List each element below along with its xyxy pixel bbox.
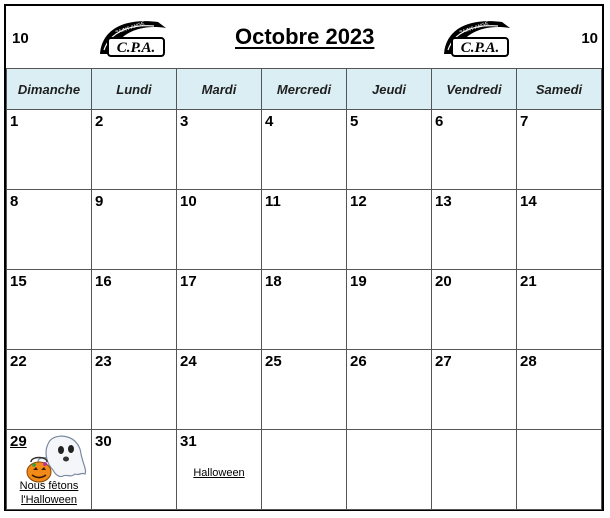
day-number: 23 bbox=[95, 353, 112, 370]
day-cell[interactable] bbox=[517, 350, 602, 430]
day-number: 26 bbox=[350, 353, 367, 370]
event-note: l'Halloween bbox=[21, 494, 77, 506]
empty-day-cell bbox=[262, 430, 347, 510]
day-number: 29 bbox=[10, 433, 27, 450]
day-number: 11 bbox=[265, 193, 281, 210]
day-number: 30 bbox=[95, 433, 112, 450]
day-cell[interactable] bbox=[517, 270, 602, 350]
week-row bbox=[7, 270, 602, 350]
day-cell[interactable] bbox=[177, 110, 262, 190]
day-cell[interactable] bbox=[347, 110, 432, 190]
day-cell[interactable] bbox=[347, 350, 432, 430]
day-cell[interactable] bbox=[177, 350, 262, 430]
event-note: Halloween bbox=[193, 467, 245, 479]
day-cell[interactable] bbox=[177, 270, 262, 350]
calendar-header bbox=[6, 6, 602, 68]
svg-text:C.P.A.: C.P.A. bbox=[116, 40, 156, 56]
day-number: 6 bbox=[435, 113, 444, 130]
page-title: Octobre 2023 bbox=[235, 24, 375, 49]
empty-day-cell bbox=[517, 430, 602, 510]
day-cell[interactable] bbox=[517, 110, 602, 190]
day-cell[interactable] bbox=[7, 190, 92, 270]
day-number: 15 bbox=[10, 273, 27, 290]
day-number: 5 bbox=[350, 113, 359, 130]
day-cell[interactable] bbox=[7, 270, 92, 350]
empty-day-cell bbox=[432, 430, 517, 510]
day-cell[interactable] bbox=[347, 190, 432, 270]
day-cell[interactable] bbox=[92, 110, 177, 190]
day-cell[interactable] bbox=[347, 270, 432, 350]
day-number: 28 bbox=[520, 353, 537, 370]
day-cell[interactable] bbox=[7, 350, 92, 430]
weekday-header: Jeudi bbox=[347, 69, 432, 110]
cpa-logo-icon bbox=[440, 14, 514, 62]
ghost-pumpkin-icon bbox=[21, 434, 89, 484]
day-cell[interactable] bbox=[7, 110, 92, 190]
day-number: 10 bbox=[180, 193, 197, 210]
weekday-header: Samedi bbox=[517, 69, 602, 110]
month-number-right: 10 bbox=[581, 30, 598, 47]
day-number: 25 bbox=[265, 353, 282, 370]
calendar-page bbox=[4, 4, 604, 511]
day-cell[interactable] bbox=[262, 110, 347, 190]
day-cell[interactable] bbox=[92, 350, 177, 430]
day-number: 3 bbox=[180, 113, 189, 130]
weekday-header-row bbox=[7, 69, 602, 110]
day-cell-oct-29[interactable] bbox=[7, 430, 92, 510]
day-number: 27 bbox=[435, 353, 452, 370]
calendar-grid bbox=[6, 68, 602, 510]
day-number: 8 bbox=[10, 193, 19, 210]
day-number: 13 bbox=[435, 193, 452, 210]
week-row bbox=[7, 110, 602, 190]
day-cell[interactable] bbox=[262, 190, 347, 270]
cpa-logo-icon bbox=[96, 14, 170, 62]
day-number: 4 bbox=[265, 113, 274, 130]
day-number: 20 bbox=[435, 273, 452, 290]
day-cell[interactable] bbox=[262, 350, 347, 430]
day-cell[interactable] bbox=[432, 350, 517, 430]
svg-text:SAINT-ANGE: SAINT-ANGE bbox=[114, 20, 146, 36]
day-cell[interactable] bbox=[262, 270, 347, 350]
day-cell[interactable] bbox=[92, 430, 177, 510]
month-number-left: 10 bbox=[12, 30, 29, 47]
day-cell-oct-31[interactable] bbox=[177, 430, 262, 510]
day-number: 7 bbox=[520, 113, 529, 130]
day-number: 21 bbox=[520, 273, 537, 290]
svg-text:C.P.A.: C.P.A. bbox=[460, 40, 500, 56]
day-cell[interactable] bbox=[92, 270, 177, 350]
day-cell[interactable] bbox=[92, 190, 177, 270]
weekday-header: Dimanche bbox=[7, 69, 92, 110]
day-number: 19 bbox=[350, 273, 367, 290]
weekday-header: Mercredi bbox=[262, 69, 347, 110]
svg-text:SAINT-ANGE: SAINT-ANGE bbox=[458, 20, 490, 36]
week-row bbox=[7, 430, 602, 510]
day-number: 24 bbox=[180, 353, 197, 370]
day-cell[interactable] bbox=[432, 190, 517, 270]
day-cell[interactable] bbox=[432, 110, 517, 190]
empty-day-cell bbox=[347, 430, 432, 510]
day-number: 2 bbox=[95, 113, 104, 130]
day-cell[interactable] bbox=[517, 190, 602, 270]
week-row bbox=[7, 190, 602, 270]
weekday-header: Mardi bbox=[177, 69, 262, 110]
day-cell[interactable] bbox=[432, 270, 517, 350]
day-number: 31 bbox=[180, 433, 197, 450]
day-cell[interactable] bbox=[177, 190, 262, 270]
week-row bbox=[7, 350, 602, 430]
day-number: 22 bbox=[10, 353, 27, 370]
event-note: Nous fêtons bbox=[19, 480, 79, 492]
day-number: 17 bbox=[180, 273, 197, 290]
weekday-header: Lundi bbox=[92, 69, 177, 110]
day-number: 14 bbox=[520, 193, 537, 210]
day-number: 16 bbox=[95, 273, 112, 290]
day-number: 9 bbox=[95, 193, 104, 210]
day-number: 1 bbox=[10, 113, 19, 130]
day-number: 18 bbox=[265, 273, 282, 290]
weekday-header: Vendredi bbox=[432, 69, 517, 110]
day-number: 12 bbox=[350, 193, 367, 210]
